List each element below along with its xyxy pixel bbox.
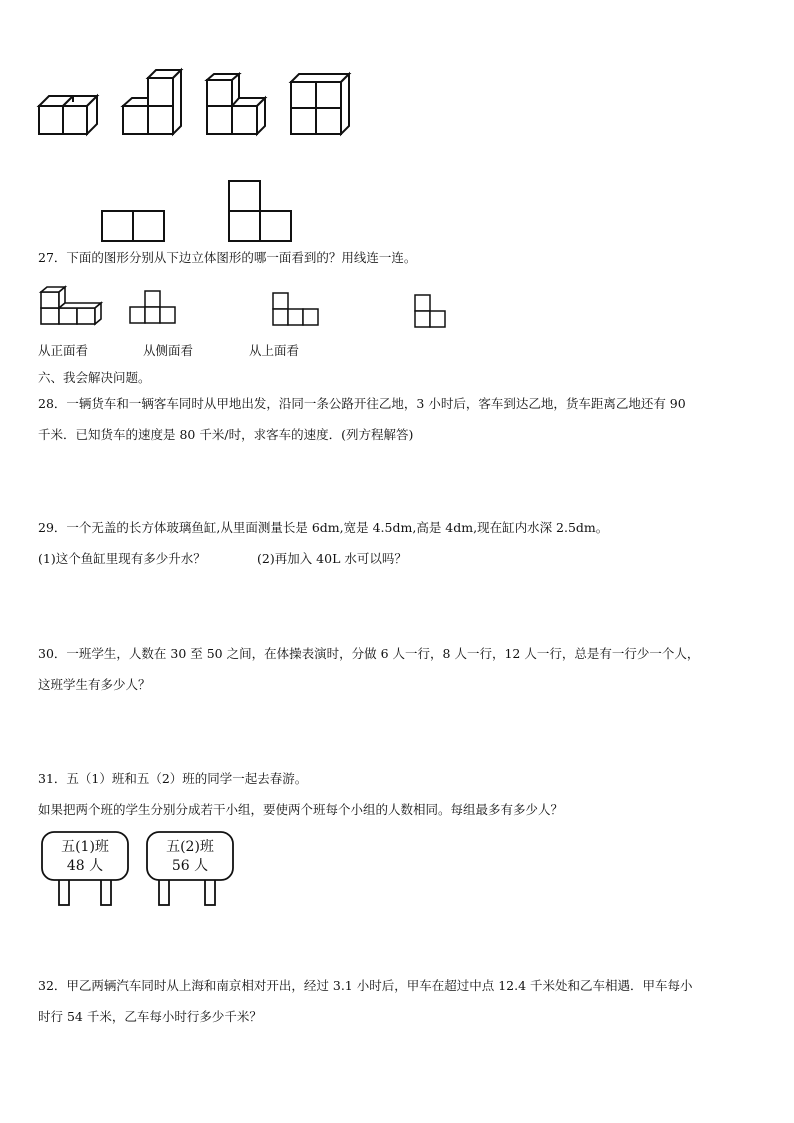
q27-view-a: [130, 290, 178, 326]
section-title: 六、我会解决问题。: [38, 370, 151, 385]
q32-line1: 32．甲乙两辆汽车同时从上海和南京相对开出，经过 3.1 小时后，甲车在超过中点 12.4 千米处和乙车相遇．甲车每小: [38, 978, 693, 993]
view-two-squares: [101, 210, 167, 244]
q27-label-front: 从正面看: [38, 343, 89, 358]
q31-line2: 如果把两个班的学生分别分成若干小组，要使两个班每个小组的人数相同。每组最多有多少人？: [38, 802, 564, 817]
q30-line1: 30．一班学生，人数在 30 至 50 之间，在体操表演时，分做 6 人一行，8 人一行，12 人一行，总是有一行少一个人，: [38, 646, 700, 661]
cube-figure-1: [38, 92, 102, 138]
q28-line2: 千米．已知货车的速度是 80 千米/时，求客车的速度．(列方程解答): [38, 427, 414, 442]
q27-label-side: 从侧面看: [143, 343, 194, 358]
q29-sub1: (1)这个鱼缸里现有多少升水？: [38, 551, 206, 566]
view-l-shape: [228, 180, 294, 244]
sign-2-count: 56 人: [171, 858, 209, 874]
q27-view-b: [272, 292, 320, 326]
q31-line1: 31．五（1）班和五（2）班的同学一起去春游。: [38, 771, 308, 786]
q27-text: 27．下面的图形分别从下边立体图形的哪一面看到的？用线连一连。: [38, 250, 417, 265]
sign-1-class: 五(1)班: [61, 839, 109, 855]
q32-line2: 时行 54 千米，乙车每小时行多少千米？: [38, 1009, 262, 1024]
cube-figure-3: [206, 76, 270, 138]
sign-2-class: 五(2)班: [166, 839, 214, 855]
q29-line1: 29．一个无盖的长方体玻璃鱼缸,从里面测量长是 6dm,宽是 4.5dm,高是 4dm,现在缸内水深 2.5dm。: [38, 520, 609, 535]
class-sign-2: [145, 830, 237, 908]
cube-figure-2: [122, 76, 186, 138]
q27-view-c: [414, 294, 448, 330]
q27-label-top: 从上面看: [249, 343, 300, 358]
class-sign-1: [40, 830, 132, 908]
q28-line1: 28．一辆货车和一辆客车同时从甲地出发，沿同一条公路开往乙地，3 小时后，客车到达乙地，货车距离乙地还有 90: [38, 396, 686, 411]
cube-figure-4: [290, 76, 354, 138]
sign-1-count: 48 人: [66, 858, 104, 874]
q29-sub2: (2)再加入 40L 水可以吗？: [257, 551, 407, 566]
q30-line2: 这班学生有多少人？: [38, 677, 151, 692]
q27-solid-figure: [40, 286, 100, 326]
